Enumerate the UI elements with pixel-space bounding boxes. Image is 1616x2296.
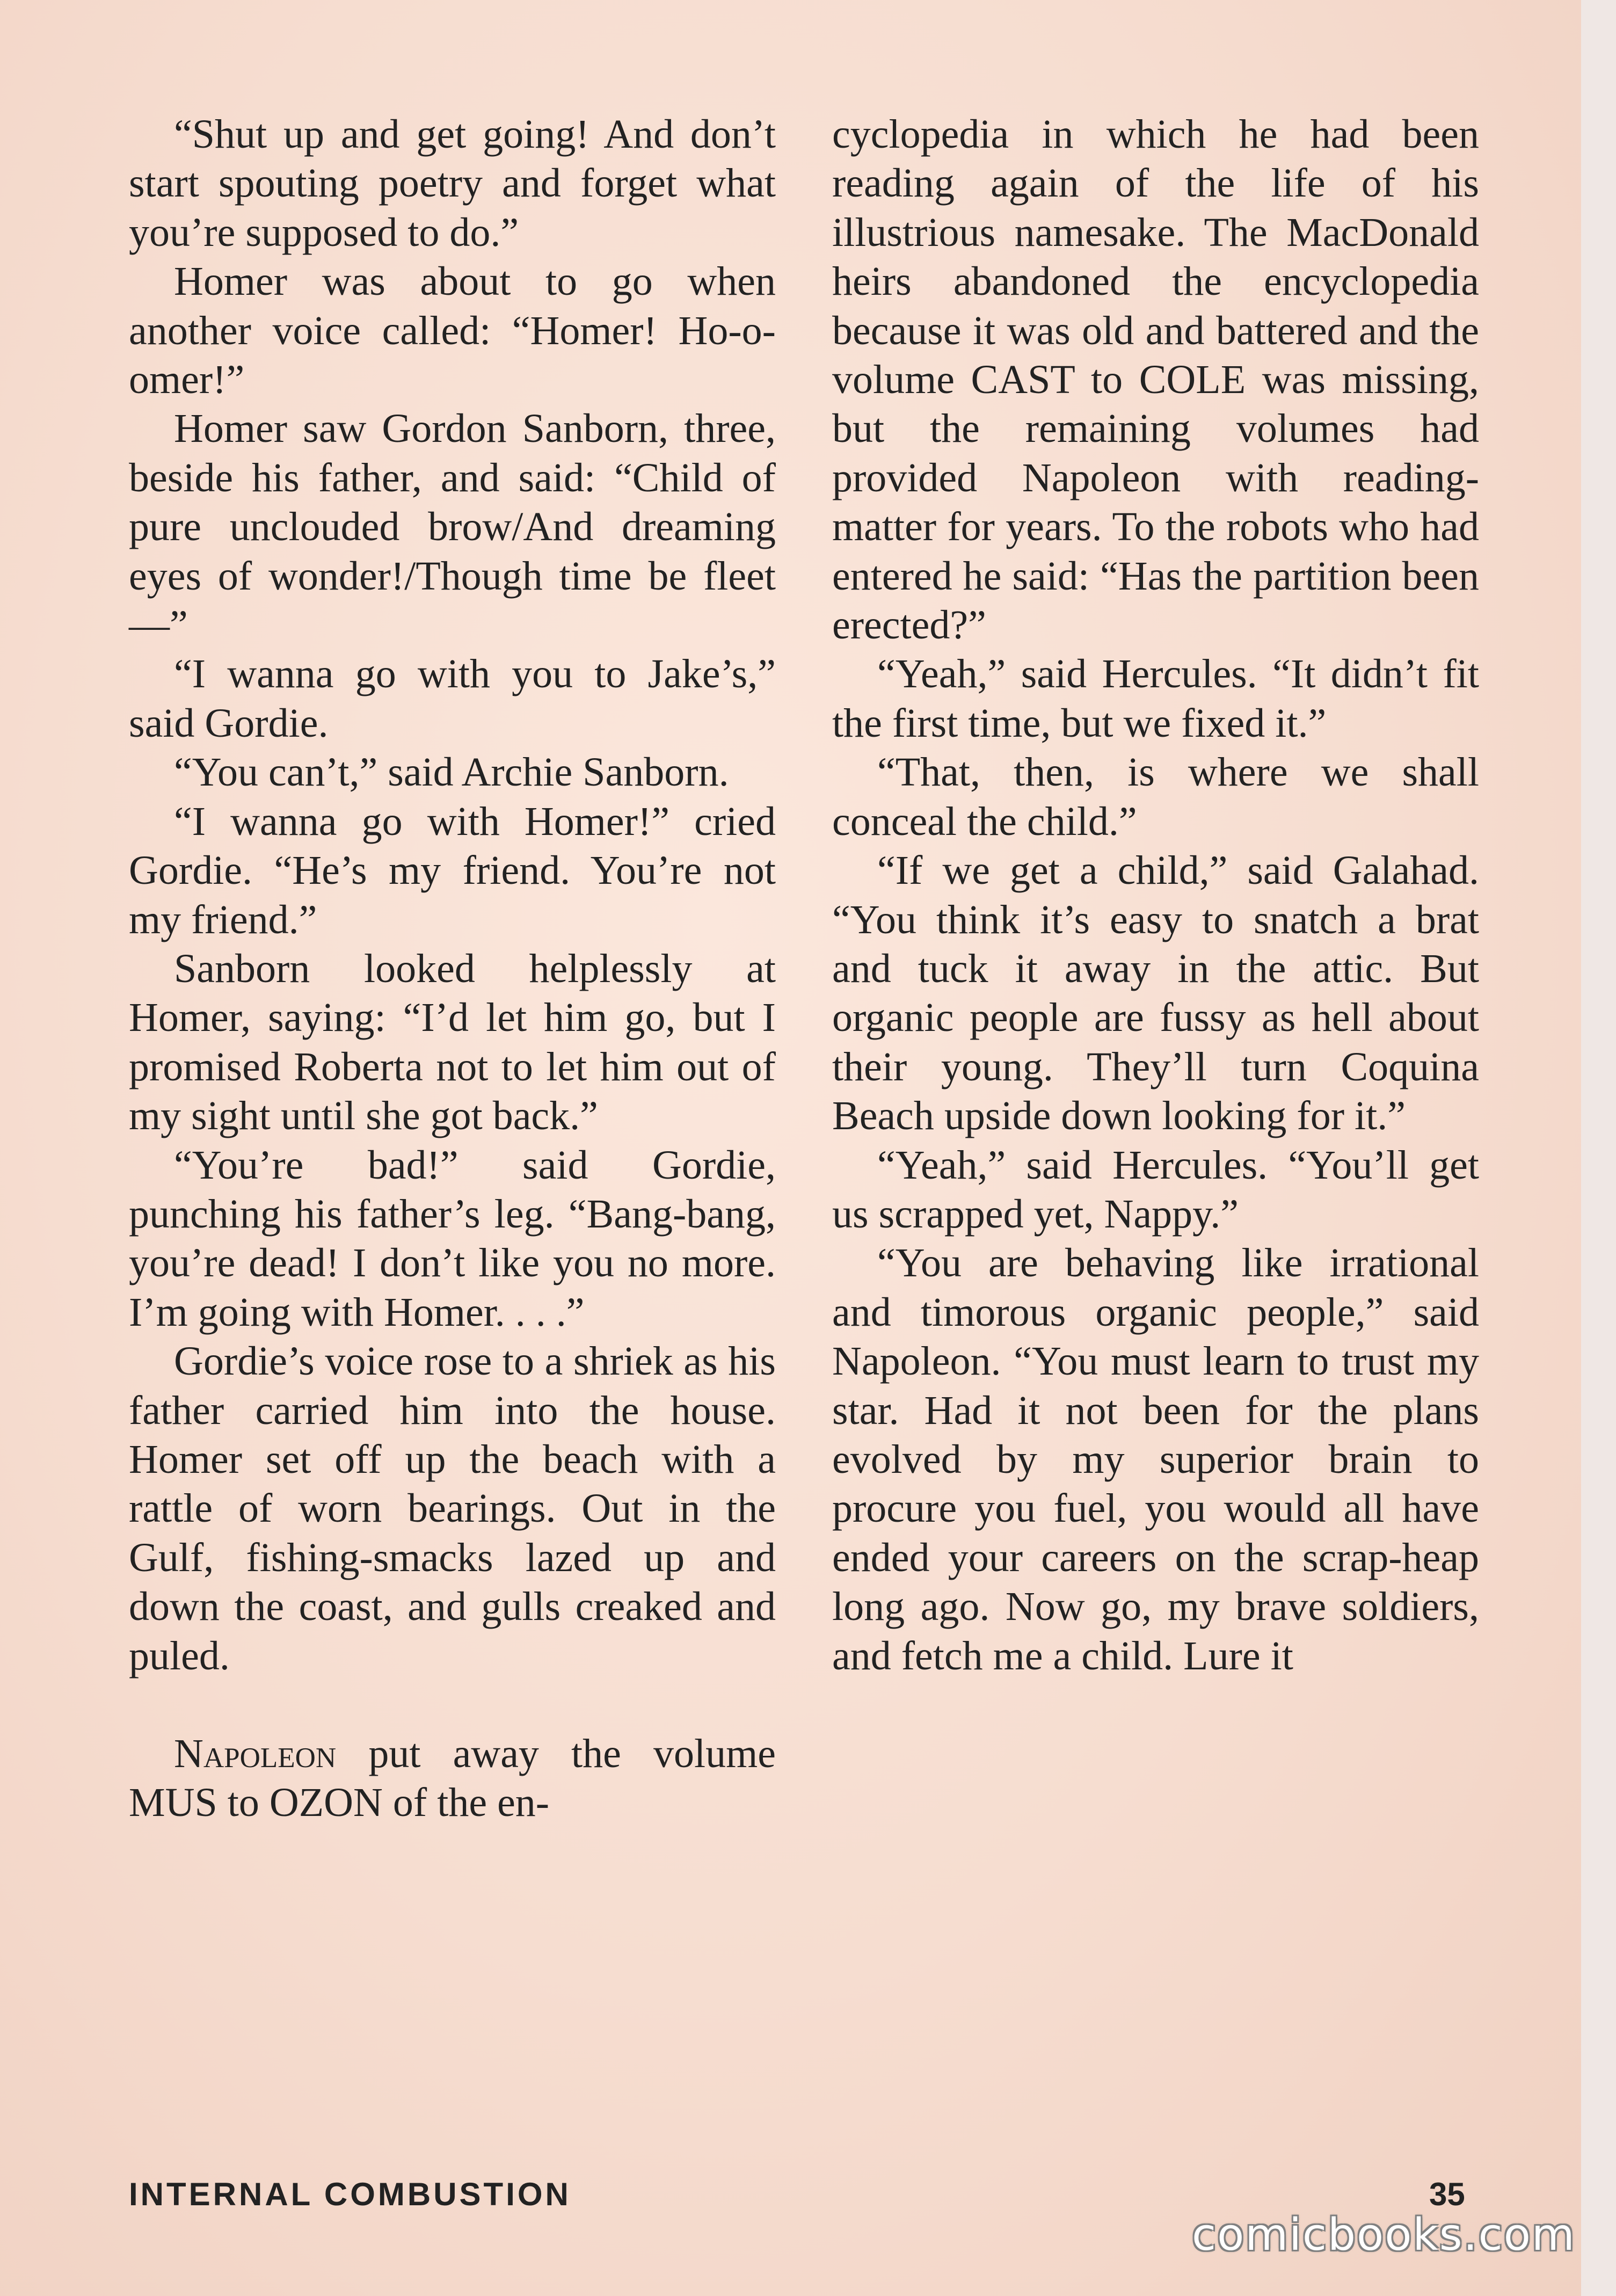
paragraph: “Yeah,” said Hercules. “It didn’t fit the first time, but we fixed it.” (832, 651, 1479, 746)
site-watermark: comicbooks.com (1192, 2210, 1576, 2261)
paragraph: “That, then, is where we shall conceal the child.” (832, 750, 1479, 844)
running-footer-title: INTERNAL COMBUSTION (129, 2176, 571, 2212)
section-lead-word: Napoleon (174, 1731, 337, 1776)
scan-edge (1581, 0, 1616, 2296)
paragraph: Gordie’s voice rose to a shriek as his father carried him into the house. Homer set off up the beach with a rattle of worn bearings. Out in the Gulf, fishing-smacks lazed up and down the coast, and gulls creaked and puled. (129, 1339, 776, 1679)
paragraph: “Yeah,” said Hercules. “You’ll get us scrapped yet, Nappy.” (832, 1142, 1479, 1237)
paragraph: “If we get a child,” said Galahad. “You think it’s easy to snatch a brat and tuck it away in the attic. But organic people are fussy as hell about their young. They’ll turn Coquina Beach upside down looking for it.” (832, 848, 1479, 1139)
paragraph: “You’re bad!” said Gordie, punching his father’s leg. “Bang-bang, you’re dead! I don’t like you no more. I’m going with Homer. . . .” (129, 1142, 776, 1335)
page-number: 35 (1429, 2176, 1465, 2212)
paragraph: “Shut up and get going! And don’t start spouting poetry and forget what you’re supposed to do.” (129, 112, 776, 255)
paragraph: “You can’t,” said Archie Sanborn. (174, 750, 729, 795)
paragraph: Homer saw Gordon Sanborn, three, beside his father, and said: “Child of pure unclouded brow/And dreaming eyes of wonder!/Though time be fleet—” (129, 406, 776, 648)
section-lead-text: put away the volume MUS to OZON of the en- (129, 1731, 776, 1826)
section-start-paragraph (129, 1730, 776, 1828)
paragraph: Sanborn looked helplessly at Homer, saying: “I’d let him go, but I promised Roberta not to let him out of my sight until she got back.” (129, 946, 776, 1139)
right-text-column (832, 110, 1479, 1681)
paragraph: “You are behaving like irrational and timorous organic people,” said Napoleon. “You must learn to trust my star. Had it not been for the plans evolved by my superior brain to procure you fuel, you would all have ended your careers on the scrap-heap long ago. Now go, my brave soldiers, and fetch me a child. Lure it (832, 1240, 1479, 1679)
paragraph-continued: cyclopedia in which he had been reading again of the life of his illustrious namesake. The MacDonald heirs abandoned the encyclopedia because it was old and battered and the volume CAST to COLE was missing, but the remaining volumes had provided Napoleon with reading-matter for years. To the robots who had entered he said: “Has the partition been erected?” (832, 112, 1479, 648)
paragraph: “I wanna go with Homer!” cried Gordie. “He’s my friend. You’re not my friend.” (129, 798, 776, 942)
paragraph: “I wanna go with you to Jake’s,” said Gordie. (129, 651, 776, 746)
left-text-column (129, 110, 776, 1828)
paragraph: Homer was about to go when another voice called: “Homer! Ho-o-omer!” (129, 259, 776, 403)
